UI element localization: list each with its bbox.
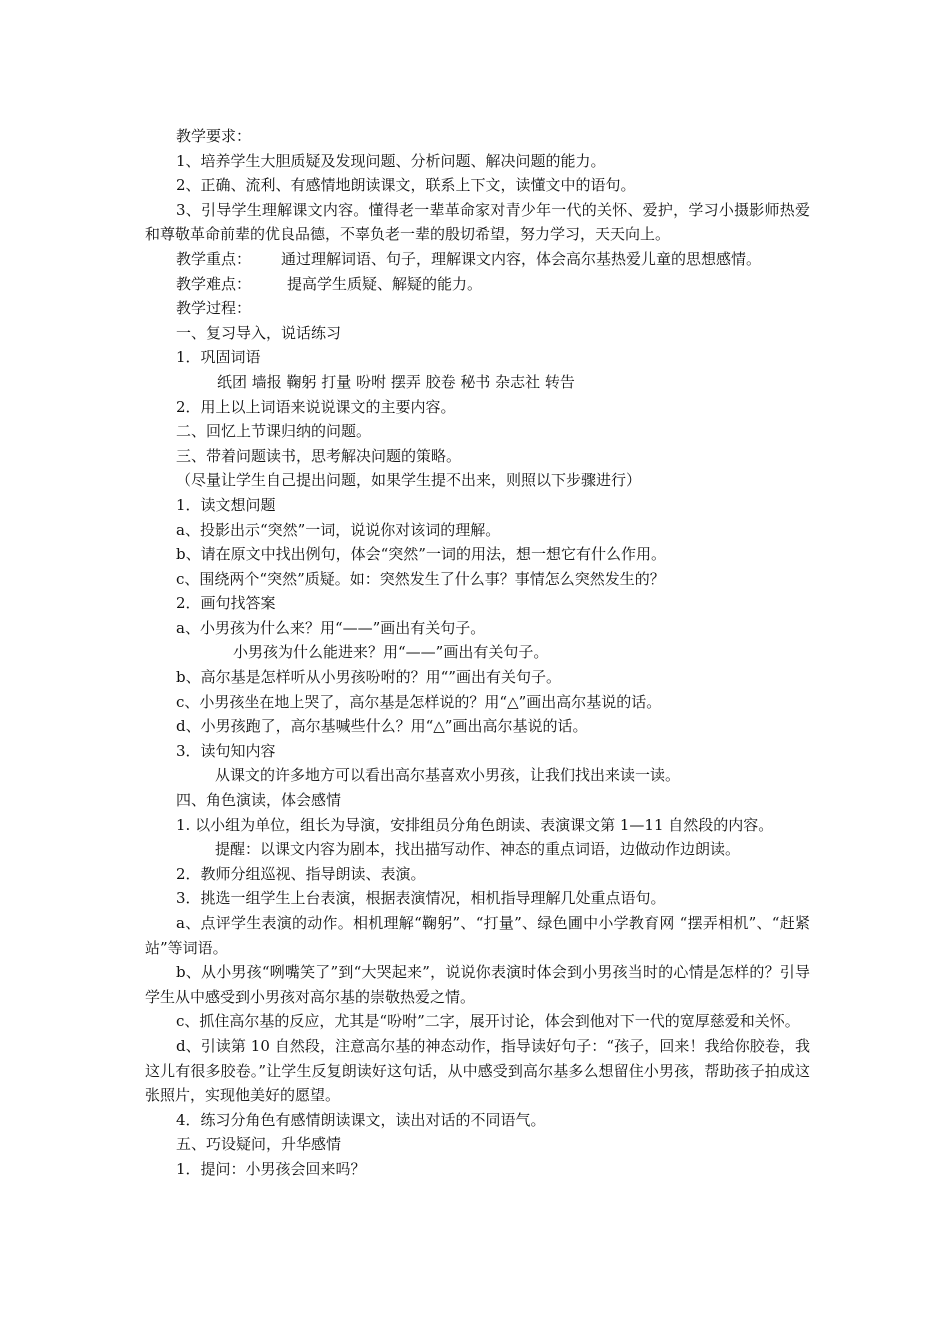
step-4-3-a: a、点评学生表演的动作。相机理解“鞠躬”、“打量”、绿色圃中小学教育网 “摆弄相机”、“赶紧站”等词语。 (145, 914, 810, 957)
section-3-title: 三、带着问题读书，思考解决问题的策略。 (176, 446, 462, 465)
heading-process: 教学过程： (176, 299, 252, 318)
step-3-1-c: c、围绕两个“突然”质疑。如：突然发生了什么事？事情怎么突然发生的？ (176, 569, 665, 588)
requirement-2: 2、正确、流利、有感情地朗读课文，联系上下文，读懂文中的语句。 (176, 176, 636, 195)
requirement-3: 3、引导学生理解课文内容。懂得老一辈革命家对青少年一代的关怀、爱护，学习小摄影师热爱和尊敬革命前辈的优良品德，不辜负老一辈的殷切希望，努力学习，天天向上。 (145, 200, 810, 244)
step-3-3-text: 从课文的许多地方可以看出高尔基喜欢小男孩，让我们找出来读一读。 (215, 766, 681, 785)
document-body (145, 124, 810, 1182)
step-3-2-c: c、小男孩坐在地上哭了，高尔基是怎样说的？用“△”画出高尔基说的话。 (176, 692, 662, 711)
step-3-2-a: a、小男孩为什么来？用“——”画出有关句子。 (176, 618, 486, 637)
key-point-text: 通过理解词语、句子，理解课文内容，体会高尔基热爱儿童的思想感情。 (281, 249, 762, 268)
vocabulary-list: 纸团 墙报 鞠躬 打量 吩咐 摆弄 胶卷 秘书 杂志社 转告 (217, 372, 575, 391)
section-2-title: 二、回忆上节课归纳的问题。 (176, 422, 372, 441)
section-5-title: 五、巧设疑问，升华感情 (176, 1135, 342, 1154)
difficulty-text: 提高学生质疑、解疑的能力。 (287, 274, 483, 293)
step-3-1: 1．读文想问题 (176, 495, 276, 514)
step-4-3-c: c、抓住高尔基的反应，尤其是“吩咐”二字，展开讨论，体会到他对下一代的宽厚慈爱和关怀。 (176, 1012, 800, 1031)
step-4-2: 2．教师分组巡视、指导朗读、表演。 (176, 864, 426, 883)
step-3-2: 2．画句找答案 (176, 594, 276, 613)
step-3-2-b: b、高尔基是怎样听从小男孩吩咐的？用“”画出有关句子。 (176, 668, 561, 687)
step-3-2-d: d、小男孩跑了，高尔基喊些什么？用“△”画出高尔基说的话。 (176, 717, 588, 736)
step-4-1: 1. 以小组为单位，组长为导演，安排组员分角色朗读、表演课文第 1—11 自然段的内容。 (176, 815, 774, 834)
heading-requirements: 教学要求： (176, 127, 252, 145)
key-point (145, 247, 810, 272)
difficulty (145, 272, 810, 297)
step-1-1: 1．巩固词语 (176, 348, 261, 367)
step-4-1-reminder: 提醒：以课文内容为剧本，找出描写动作、神态的重点词语，边做动作边朗读。 (215, 840, 741, 859)
step-4-3-d: d、引读第 10 自然段，注意高尔基的神态动作，指导读好句子：“孩子，回来！我给你胶卷，我这儿有很多胶卷。”让学生反复朗读好这句话，从中感受到高尔基多么想留住小男孩，帮助孩子拍成这张照片，实现他美好的愿望。 (145, 1036, 810, 1105)
step-3-2-a2: 小男孩为什么能进来？用“——”画出有关句子。 (233, 643, 549, 662)
step-1-2: 2．用上以上词语来说说课文的主要内容。 (176, 397, 456, 416)
section-4-title: 四、角色演读，体会感情 (176, 791, 342, 810)
section-3-note: （尽量让学生自己提出问题，如果学生提不出来，则照以下步骤进行） (176, 471, 642, 490)
step-4-3-b: b、从小男孩“咧嘴笑了”到“大哭起来”，说说你表演时体会到小男孩当时的心情是怎样的？引导学生从中感受到小男孩对高尔基的崇敬热爱之情。 (145, 963, 810, 1006)
key-point-label: 教学重点： (176, 249, 252, 268)
requirement-1: 1、培养学生大胆质疑及发现问题、分析问题、解决问题的能力。 (176, 151, 606, 170)
step-4-4: 4．练习分角色有感情朗读课文，读出对话的不同语气。 (176, 1110, 546, 1129)
step-3-1-a: a、投影出示“突然”一词，说说你对该词的理解。 (176, 520, 501, 539)
step-5-1: 1．提问：小男孩会回来吗？ (176, 1159, 366, 1178)
step-3-1-b: b、请在原文中找出例句，体会“突然”一词的用法，想一想它有什么作用。 (176, 545, 666, 564)
difficulty-label: 教学难点： (176, 274, 252, 293)
section-1-title: 一、复习导入，说话练习 (176, 323, 342, 342)
step-4-3: 3．挑选一组学生上台表演，根据表演情况，相机指导理解几处重点语句。 (176, 889, 666, 908)
step-3-3: 3．读句知内容 (176, 741, 276, 760)
